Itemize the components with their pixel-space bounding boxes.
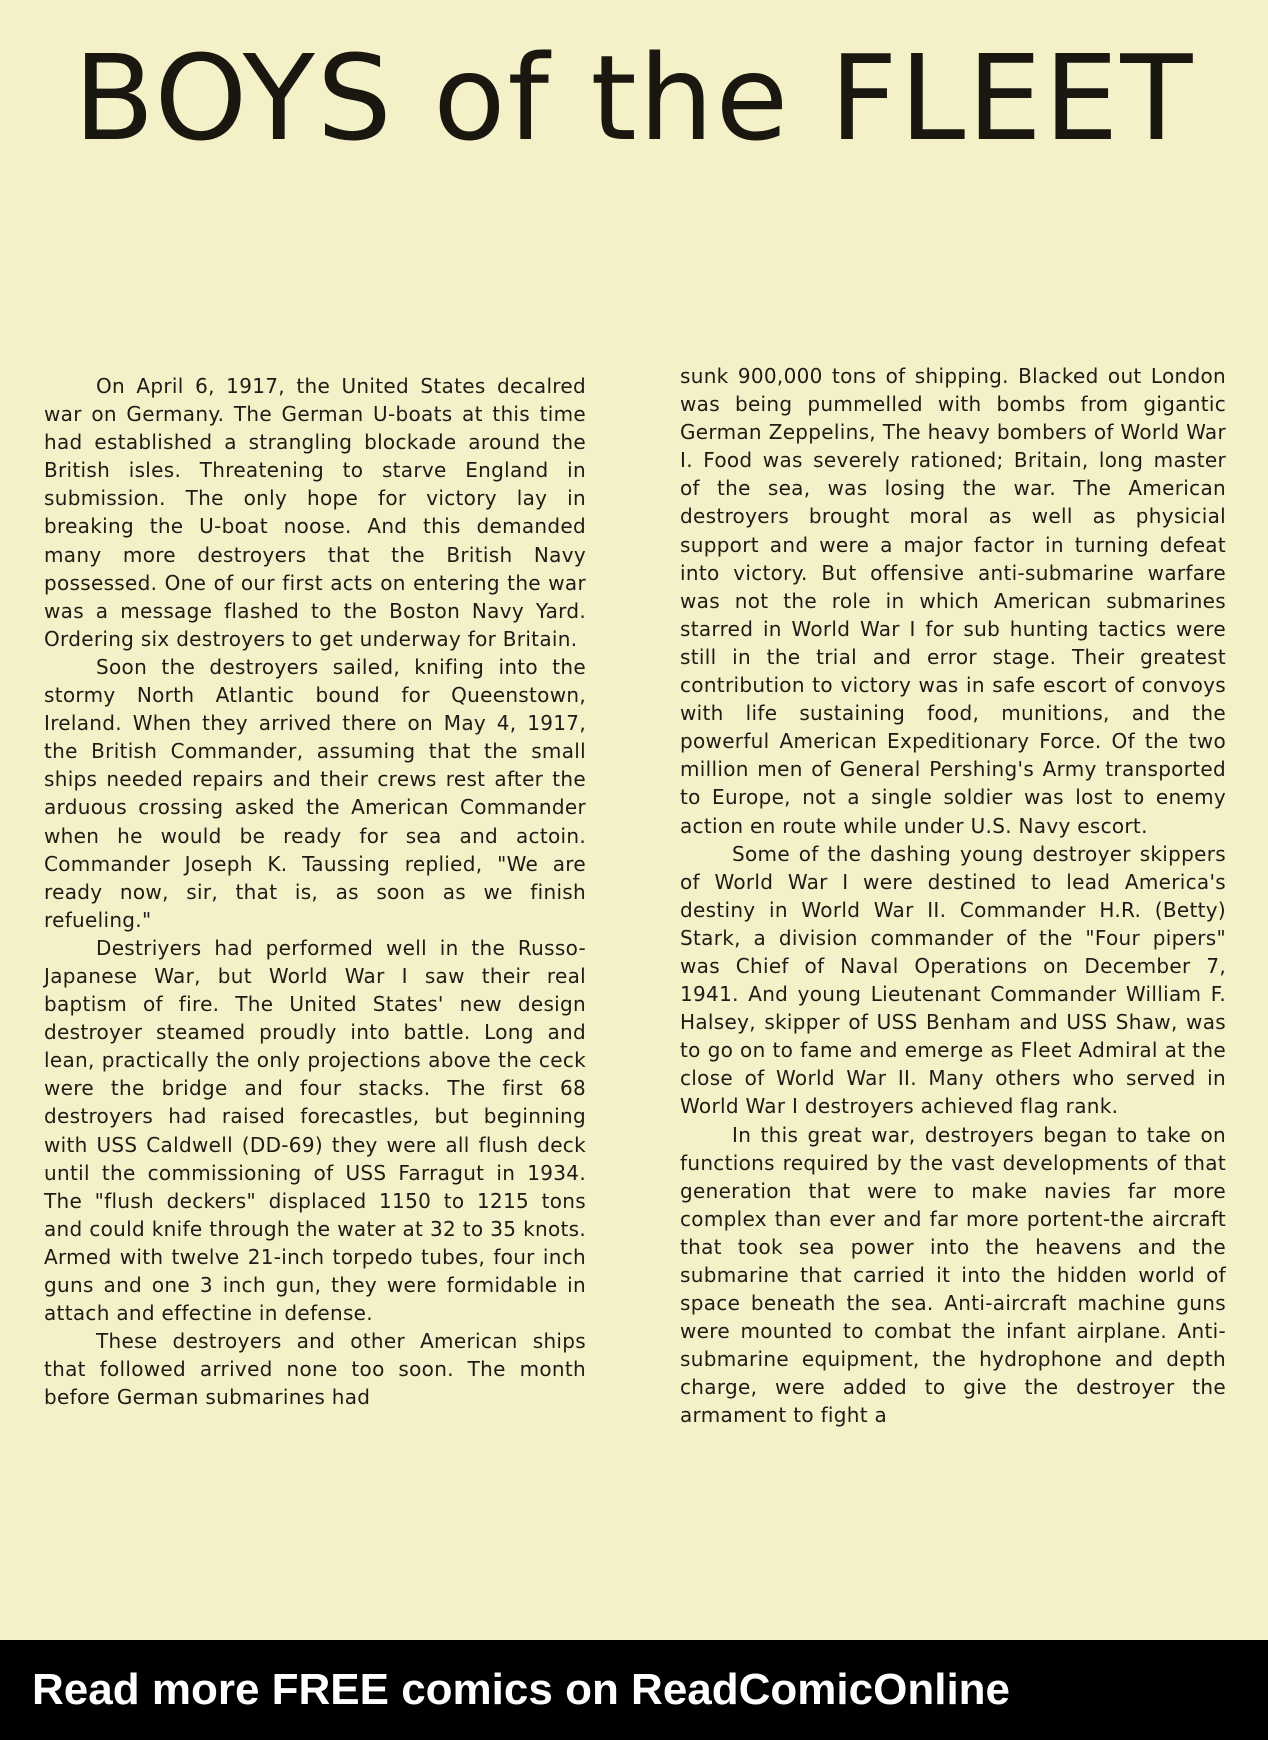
right-paragraph-2: Some of the dashing young destroyer skippers of World War I were destined to lead America's destiny in World War II. Commander H.R. (Betty) Stark, a division commander of the "Four pipers" was Chief of Naval Operations on December 7, 1941. And young Lieutenant Commander William F. Halsey, skipper of USS Benham and USS Shaw, was to go on to fame and emerge as Fleet Admiral at the close of World War II. Many others who served in World War I destroyers achieved flag rank.: [680, 841, 1226, 1119]
promo-banner[interactable]: [0, 1640, 1268, 1740]
left-paragraph-3: Destriyers had performed well in the Russo-Japanese War, but World War I saw their real baptism of fire. The United States' new design destroyer steamed proudly into battle. Long and lean, practically the only projections above the ceck were the bridge and four stacks. The first 68 destroyers had raised forecastles, but beginning with USS Caldwell (DD-69) they were all flush deck until the commissioning of USS Farragut in 1934. The "flush deckers" displaced 1150 to 1215 tons and could knife through the water at 32 to 35 knots. Armed with twelve 21-inch torpedo tubes, four inch guns and one 3 inch gun, they were formidable in attach and effectine in defense.: [44, 935, 586, 1326]
promo-banner-text[interactable]: Read more FREE comics on ReadComicOnline: [32, 1665, 1011, 1714]
right-paragraph-1: sunk 900,000 tons of shipping. Blacked out London was being pummelled with bombs from gigantic German Zeppelins, The heavy bombers of World War I. Food was severely rationed; Britain, long master of the sea, was losing the war. The American destroyers brought moral as well as physicial support and were a major factor in turning defeat into victory. But offensive anti-submarine warfare was not the role in which American submarines starred in World War I for sub hunting tactics were still in the trial and error stage. Their greatest contribution to victory was in safe escort of convoys with life sustaining food, munitions, and the powerful American Expeditionary Force. Of the two million men of General Pershing's Army transported to Europe, not a single soldier was lost to enemy action en route while under U.S. Navy escort.: [680, 364, 1226, 838]
left-paragraph-1: On April 6, 1917, the United States decalred war on Germany. The German U-boats at this time had established a strangling blockade around the British isles. Threatening to starve England in submission. The only hope for victory lay in breaking the U-boat noose. And this demanded many more destroyers that the British Navy possessed. One of our first acts on entering the war was a message flashed to the Boston Navy Yard. Ordering six destroyers to get underway for Britain.: [44, 374, 586, 651]
article-title: BOYS of the FLEET: [73, 29, 1195, 167]
right-column: [680, 362, 1226, 1430]
left-paragraph-2: Soon the destroyers sailed, knifing into the stormy North Atlantic bound for Queenstown, Ireland. When they arrived there on May 4, 1917, the British Commander, assuming that the small ships needed repairs and their crews rest after the arduous crossing asked the American Commander when he would be ready for sea and actoin. Commander Joseph K. Taussing replied, "We are ready now, sir, that is, as soon as we finish refueling.": [44, 654, 586, 932]
left-column: [44, 372, 586, 1411]
left-paragraph-4: These destroyers and other American ships that followed arrived none too soon. The month before German submarines had: [44, 1329, 586, 1410]
right-paragraph-3: In this great war, destroyers began to take on functions required by the vast developments of that generation that were to make navies far more complex than ever and far more portent-the aircraft that took sea power into the heavens and the submarine that carried it into the hidden world of space beneath the sea. Anti-aircraft machine guns were mounted to combat the infant airplane. Anti-submarine equipment, the hydrophone and depth charge, were added to give the destroyer the armament to fight a: [680, 1122, 1226, 1428]
